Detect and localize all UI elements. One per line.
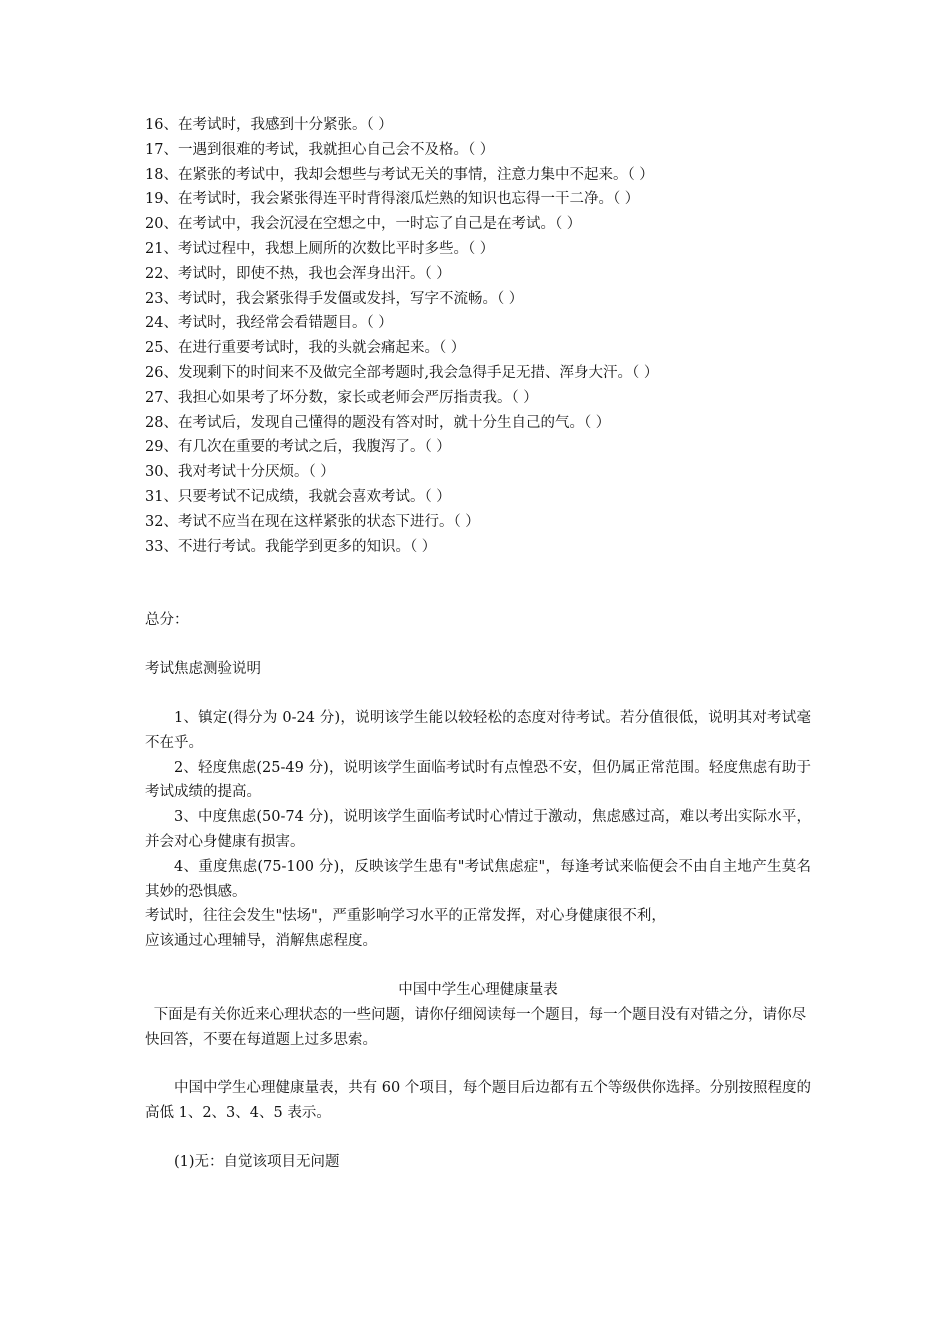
question-item: 24、考试时，我经常会看错题目。（ ） xyxy=(145,315,393,332)
explanation-title: 考试焦虑测验说明 xyxy=(145,661,261,678)
question-item: 18、在紧张的考试中，我却会想些与考试无关的事情，注意力集中不起来。（ ） xyxy=(145,166,654,183)
question-item: 20、在考试中，我会沉浸在空想之中，一时忘了自己是在考试。（ ） xyxy=(145,216,582,233)
scale-intro: 下面是有关你近来心理状态的一些问题，请你仔细阅读每一个题目，每一个题目没有对错之分，请你尽快回答，不要在每道题上过多思索。 xyxy=(145,1006,807,1048)
option-item: (1)无：自觉该项目无问题 xyxy=(174,1153,340,1170)
question-item: 22、考试时，即使不热，我也会浑身出汗。（ ） xyxy=(145,265,451,282)
question-item: 23、考试时，我会紧张得手发僵或发抖，写字不流畅。（ ） xyxy=(145,290,524,307)
question-item: 26、发现剩下的时间来不及做完全部考题时,我会急得手足无措、浑身大汗。（ ） xyxy=(145,364,659,381)
question-list xyxy=(145,113,811,559)
scale-title: 中国中学生心理健康量表 xyxy=(398,981,558,998)
level-item: 2、轻度焦虑(25-49 分)，说明该学生面临考试时有点惶恐不安，但仍属正常范围。轻度焦虑有助于考试成绩的提高。 xyxy=(145,759,811,801)
question-item: 31、只要考试不记成绩，我就会喜欢考试。（ ） xyxy=(145,488,451,505)
level-item: 4、重度焦虑(75-100 分)，反映该学生患有"考试焦虑症"，每逢考试来临便会不由自主地产生莫名其妙的恐惧感。 xyxy=(145,858,811,900)
question-item: 29、有几次在重要的考试之后，我腹泻了。（ ） xyxy=(145,439,451,456)
question-item: 28、在考试后，发现自己懂得的题没有答对时，就十分生自己的气。（ ） xyxy=(145,414,611,431)
question-item: 33、不进行考试。我能学到更多的知识。（ ） xyxy=(145,538,437,555)
total-score-label: 总分： xyxy=(145,612,189,629)
question-item: 27、我担心如果考了坏分数，家长或老师会严厉指责我。（ ） xyxy=(145,389,538,406)
anxiety-levels xyxy=(145,706,811,904)
scale-description: 中国中学生心理健康量表，共有 60 个项目，每个题目后边都有五个等级供你选择。分别按照程度的高低 1、2、3、4、5 表示。 xyxy=(145,1080,811,1122)
note-line: 应该通过心理辅导，消解焦虑程度。 xyxy=(145,933,377,950)
question-item: 16、在考试时，我感到十分紧张。（ ） xyxy=(145,117,393,133)
question-item: 30、我对考试十分厌烦。（ ） xyxy=(145,464,335,481)
level-item: 3、中度焦虑(50-74 分)，说明该学生面临考试时心情过于激动，焦虑感过高，难以考出实际水平，并会对心身健康有损害。 xyxy=(145,809,811,850)
note-line: 考试时，往往会发生"怯场"，严重影响学习水平的正常发挥，对心身健康很不利， xyxy=(145,908,666,925)
question-item: 25、在进行重要考试时，我的头就会痛起来。（ ） xyxy=(145,340,466,357)
question-item: 32、考试不应当在现在这样紧张的状态下进行。（ ） xyxy=(145,513,480,530)
document-page xyxy=(145,113,811,1175)
level-item: 1、镇定(得分为 0-24 分)，说明该学生能以较轻松的态度对待考试。若分值很低，说明其对考试毫不在乎。 xyxy=(145,709,811,751)
question-item: 21、考试过程中，我想上厕所的次数比平时多些。（ ） xyxy=(145,240,495,257)
question-item: 17、一遇到很难的考试，我就担心自己会不及格。（ ） xyxy=(145,141,495,158)
question-item: 19、在考试时，我会紧张得连平时背得滚瓜烂熟的知识也忘得一干二净。（ ） xyxy=(145,191,640,208)
